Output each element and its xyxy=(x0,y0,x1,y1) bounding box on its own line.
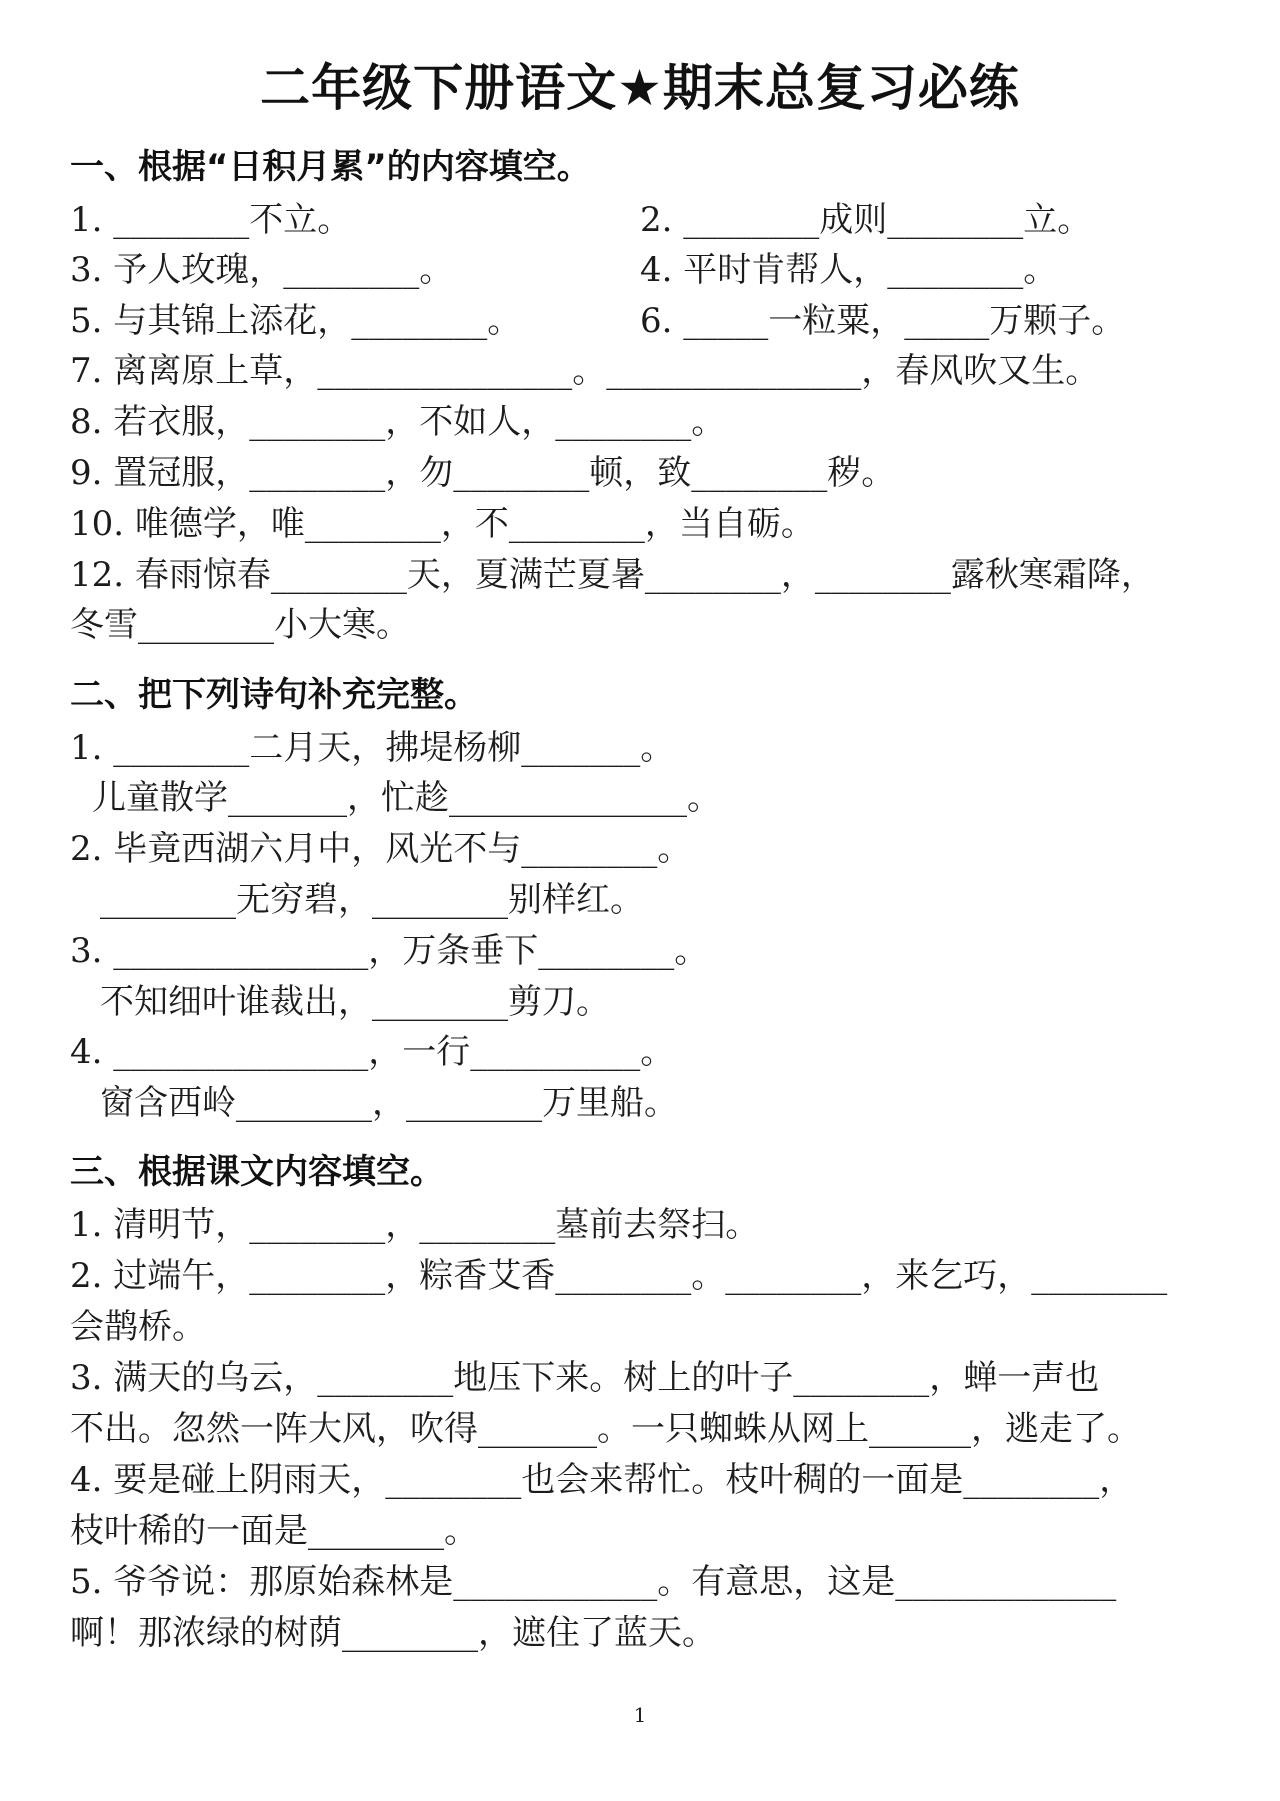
s3-item-1: 1. 清明节，________，________墓前去祭扫。 xyxy=(70,1205,760,1245)
s1-item-12: 12. 春雨惊春________天，夏满芒夏暑________，________露秋寒霜降， xyxy=(70,555,1155,595)
s1-item-10: 10. 唯德学，唯________，不________，当自砺。 xyxy=(70,504,815,544)
s1-item-3: 3. 予人玫瑰，________。 xyxy=(70,250,454,290)
s2-item-4: 4. _______________，一行__________。 xyxy=(70,1032,675,1072)
s3-item-4-cont: 枝叶稀的一面是________。 xyxy=(70,1511,478,1551)
s3-item-3: 3. 满天的乌云，________地压下来。树上的叶子________，蝉一声也 xyxy=(70,1358,1100,1398)
s2-item-3-cont: 不知细叶谁裁出，________剪刀。 xyxy=(100,982,610,1022)
s3-item-4: 4. 要是碰上阴雨天，________也会来帮忙。枝叶稠的一面是________， xyxy=(70,1460,1134,1500)
section-1-heading: 一、根据“日积月累”的内容填空。 xyxy=(70,147,591,187)
s2-item-1-cont: 儿童散学_______，忙趁______________。 xyxy=(92,778,721,818)
s1-item-2: 2. ________成则________立。 xyxy=(640,200,1092,240)
s1-item-9: 9. 置冠服，________，勿________顿，致________秽。 xyxy=(70,453,896,493)
s1-item-6: 6. _____一粒粟，_____万颗子。 xyxy=(640,301,1126,341)
s3-item-2: 2. 过端午，________，粽香艾香________。________，来乞巧，________ xyxy=(70,1256,1168,1296)
s3-item-2-cont: 会鹊桥。 xyxy=(70,1307,206,1347)
s3-item-3-cont: 不出。忽然一阵大风，吹得_______。一只蜘蛛从网上______，逃走了。 xyxy=(70,1409,1141,1449)
page-number: 1 xyxy=(633,1703,647,1727)
section-2-heading: 二、把下列诗句补充完整。 xyxy=(70,675,478,715)
s2-item-4-cont: 窗含西岭________，________万里船。 xyxy=(100,1083,678,1123)
s1-item-7: 7. 离离原上草，_______________。_______________，春风吹又生。 xyxy=(70,351,1100,391)
s1-item-1: 1. ________不立。 xyxy=(70,200,352,240)
s3-item-5: 5. 爷爷说：那原始森林是____________。有意思，这是_____________ xyxy=(70,1562,1117,1602)
worksheet-title: 二年级下册语文★期末总复习必练 xyxy=(260,59,1020,117)
s2-item-2: 2. 毕竟西湖六月中，风光不与________。 xyxy=(70,829,692,869)
s1-item-4: 4. 平时肯帮人，________。 xyxy=(640,250,1058,290)
section-3-heading: 三、根据课文内容填空。 xyxy=(70,1152,444,1192)
s1-item-5: 5. 与其锦上添花，________。 xyxy=(70,301,522,341)
s3-item-5-cont: 啊！那浓绿的树荫________，遮住了蓝天。 xyxy=(70,1613,716,1653)
s2-item-2-cont: ________无穷碧，________别样红。 xyxy=(100,880,644,920)
s2-item-1: 1. ________二月天，拂堤杨柳_______。 xyxy=(70,728,675,768)
s1-item-8: 8. 若衣服，________，不如人，________。 xyxy=(70,402,726,442)
s2-item-3: 3. _______________，万条垂下________。 xyxy=(70,931,709,971)
s1-item-12-cont: 冬雪________小大寒。 xyxy=(70,605,410,645)
